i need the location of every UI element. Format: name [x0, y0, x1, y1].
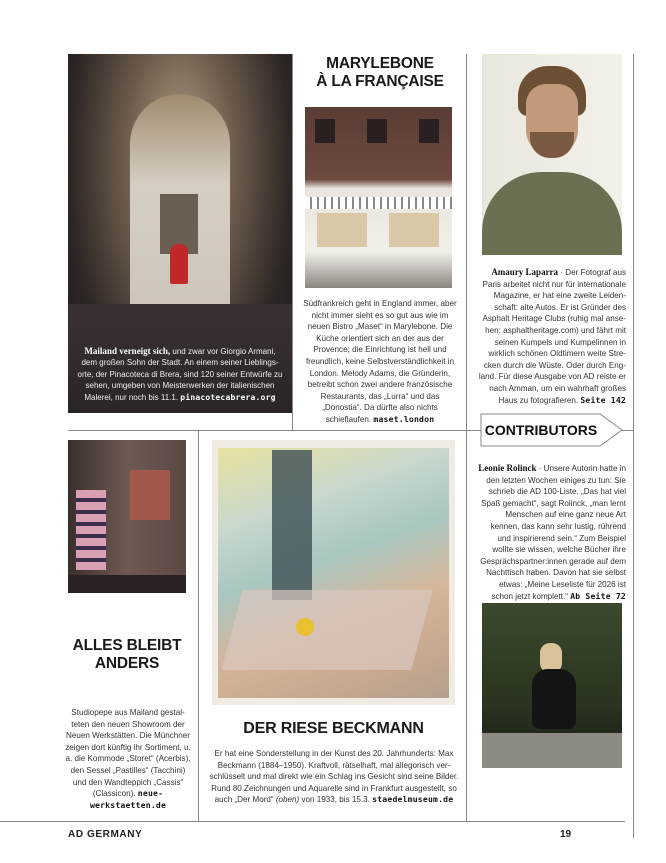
- alles-bleibt-anders-title: ALLES BLEIBT ANDERS: [72, 637, 182, 672]
- divider: [0, 821, 625, 822]
- beckmann-text: Er hat eine Sonderstellung in der Kunst des 20. Jahrhunderts: Max Beckmann (1884–1950). Kraftvoll, rätselhaft, mal allegorisch verschlüsselt und mal direkt wie ein Schlag ins Gesicht sind seine Bilder. Rund 80 Zeichnungen und Aquarelle sind in Frankfurt ausgestellt, so auch „Der Mord“ (oben) von 1933, bis 15.3. staedelmuseum.de: [209, 749, 459, 805]
- contributors-label: CONTRIBUTORS: [484, 422, 598, 438]
- amaury-bio: Amaury Laparra · Der Fotograf aus Paris arbeitet nicht nur für internationale Magazine, er hat eine zweite Leidenschaft: alte Autos. Er ist Gründer des Asphalt Heritage Clubs (ruhig mal ansehen: asphaltheritage.com) und fährt mit seinen Kumpels und Kumpelinnen in wirklich schönen Oldtimern weite Strecken durch die Wüste. Oder durch England. Für diese Ausgabe von AD reiste er nach Amman, um ein wahrhaft großes Haus zu fotografieren. Seite 142: [478, 267, 626, 405]
- milan-caption: Mailand verneigt sich, und zwar vor Giorgio Armani, dem großen Sohn der Stadt. An einem seiner Lieblingsorte, der Pinacoteca di Brera, sind 120 seiner Entwürfe zu sehen, umgeben von Meisterwerken der italienischen Malerei, nur noch bis 11.1. pinacotecabrera.org: [77, 346, 283, 402]
- beckmann-url[interactable]: staedelmuseum.de: [372, 794, 454, 805]
- marylebone-title: MARYLEBONE À LA FRANÇAISE: [316, 55, 444, 90]
- divider: [466, 54, 467, 821]
- leonie-bio: Leonie Rolinck · Unsere Autorin hatte in den letzten Wochen einiges zu tun: Sie schrieb die AD 100-Liste. „Das hat viel Spaß gemacht“, sagt Rolinck, „man lernt Menschen auf eine ganz neue Art kennen, das kann sehr lustig, rührend und inspirierend sein.“ Zum Beispiel wollte sie wissen, welche Bücher ihre Gesprächspartner:innen gerade auf dem Nachttisch haben. Davon hat sie selbst etwas: „Meine Leseliste für 2026 ist schon jetzt komplett.“ Ab Seite 72: [478, 463, 626, 601]
- leonie-rolinck-photo: [482, 603, 622, 768]
- maset-bistro-photo: [305, 107, 452, 288]
- milan-url[interactable]: pinacotecabrera.org: [180, 392, 276, 402]
- marylebone-text: Südfrankreich geht in England immer, aber nicht immer sieht es so gut aus wie im neuen Bistro „Maset“ in Marylebone. Die Küche orientiert sich an der aus der Provence; die Einrichtung ist hell und freundlich, keine Selbstverständlichkeit in London. Melody Adams, die Gründerin, betreibt schon zwei andere französische Restaurants, das „Lurra“ und das „Donostia“. Da dürfte also nichts schieflaufen. maset.london: [303, 299, 457, 424]
- marylebone-url[interactable]: maset.london: [373, 413, 435, 424]
- alles-text: Studiopepe aus Mailand gestalteten den neuen Showroom der Neuen Werkstätten. Die Münchner zeigen dort künftig ihr Sortiment, u. a. die Kommode „Storet“ (Acerbis), den Sessel „Pastilles“ (Tacchini) und den Wandteppich „Cassis“ (Classicon). neue-werkstaetten.de: [65, 708, 191, 810]
- divider: [292, 54, 293, 430]
- leonie-page-ref[interactable]: Ab Seite 72: [570, 590, 626, 601]
- page-number: 19: [560, 829, 572, 840]
- magazine-name: AD GERMANY: [68, 829, 143, 840]
- divider: [633, 54, 634, 838]
- beckmann-title: DER RIESE BECKMANN: [243, 720, 424, 737]
- armani-exhibition-photo: [68, 54, 292, 413]
- divider: [198, 430, 199, 821]
- amaury-laparra-portrait: [482, 54, 622, 255]
- beckmann-der-mord-painting: [212, 440, 455, 705]
- alles-url[interactable]: neue-werkstaetten.de: [89, 788, 167, 810]
- neue-werkstaetten-showroom-photo: [68, 440, 186, 593]
- amaury-page-ref[interactable]: Seite 142: [580, 394, 626, 405]
